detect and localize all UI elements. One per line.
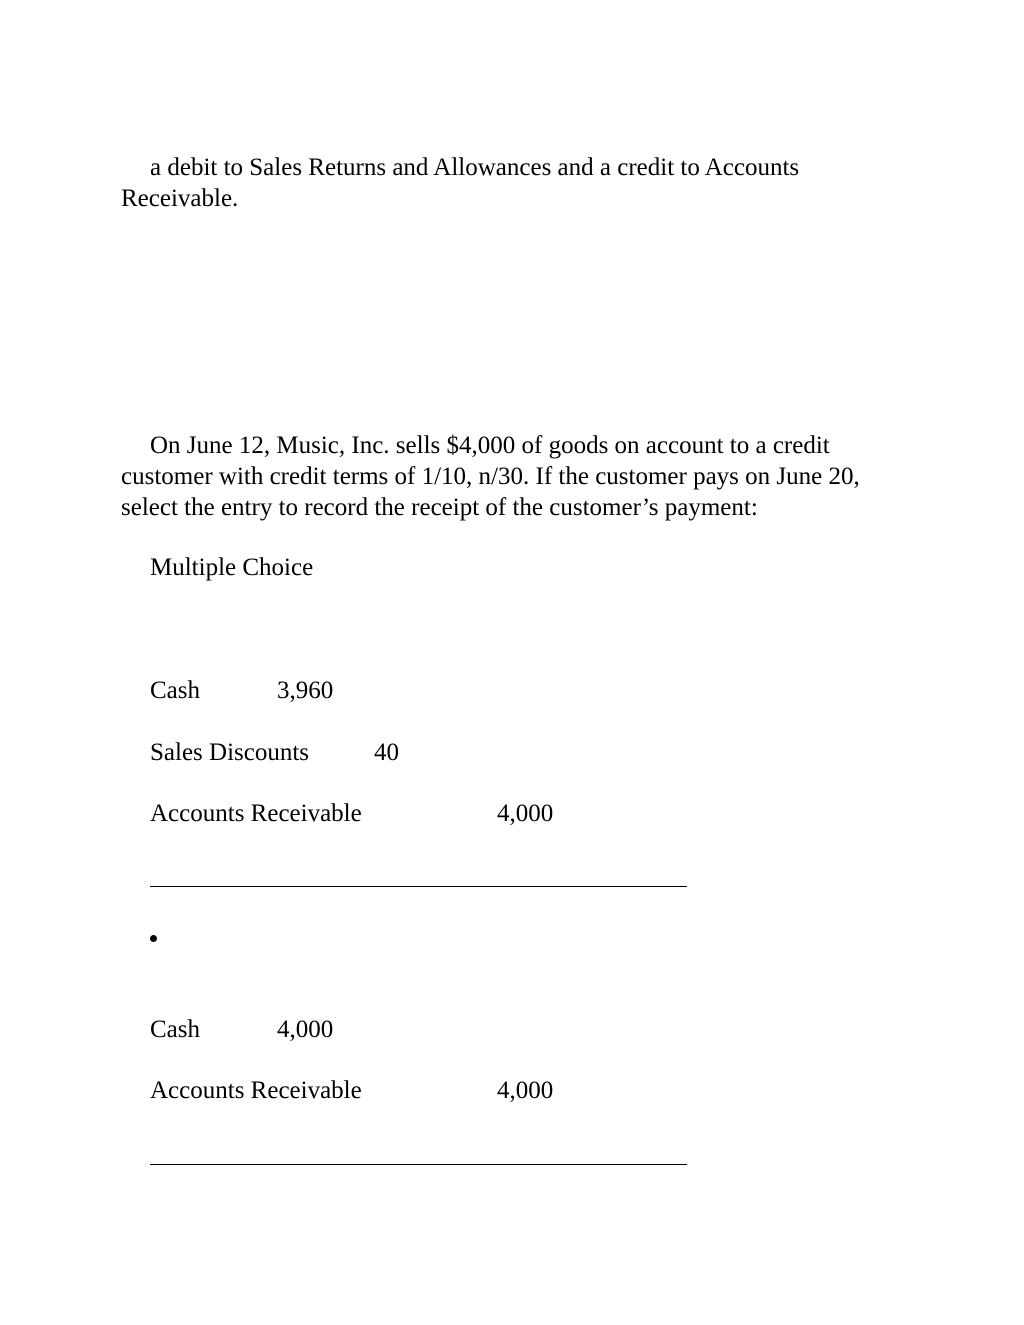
choice-separator: [150, 886, 687, 887]
journal-account: Cash: [150, 1016, 200, 1043]
bullet-icon: [150, 935, 157, 942]
question-text: On June 12, Music, Inc. sells $4,000 of goods on account to a credit customer with credit terms of 1/10, n/30. If the customer pays on June 20, select the entry to record the receipt of the customer’s payment:: [121, 432, 860, 521]
journal-debit: 3,960: [277, 677, 334, 704]
journal-account: Cash: [150, 677, 200, 704]
journal-credit: 4,000: [497, 800, 554, 827]
journal-account: Sales Discounts: [150, 739, 310, 766]
previous-answer-text: a debit to Sales Returns and Allowances and a credit to Accounts Receivable.: [121, 154, 800, 212]
question-type-label: Multiple Choice: [150, 554, 314, 581]
journal-account: Accounts Receivable: [150, 1077, 362, 1104]
journal-credit: 4,000: [497, 1077, 554, 1104]
journal-debit: 4,000: [277, 1016, 334, 1043]
journal-debit: 40: [374, 739, 399, 766]
journal-account: Accounts Receivable: [150, 800, 362, 827]
choice-separator: [150, 1164, 687, 1165]
